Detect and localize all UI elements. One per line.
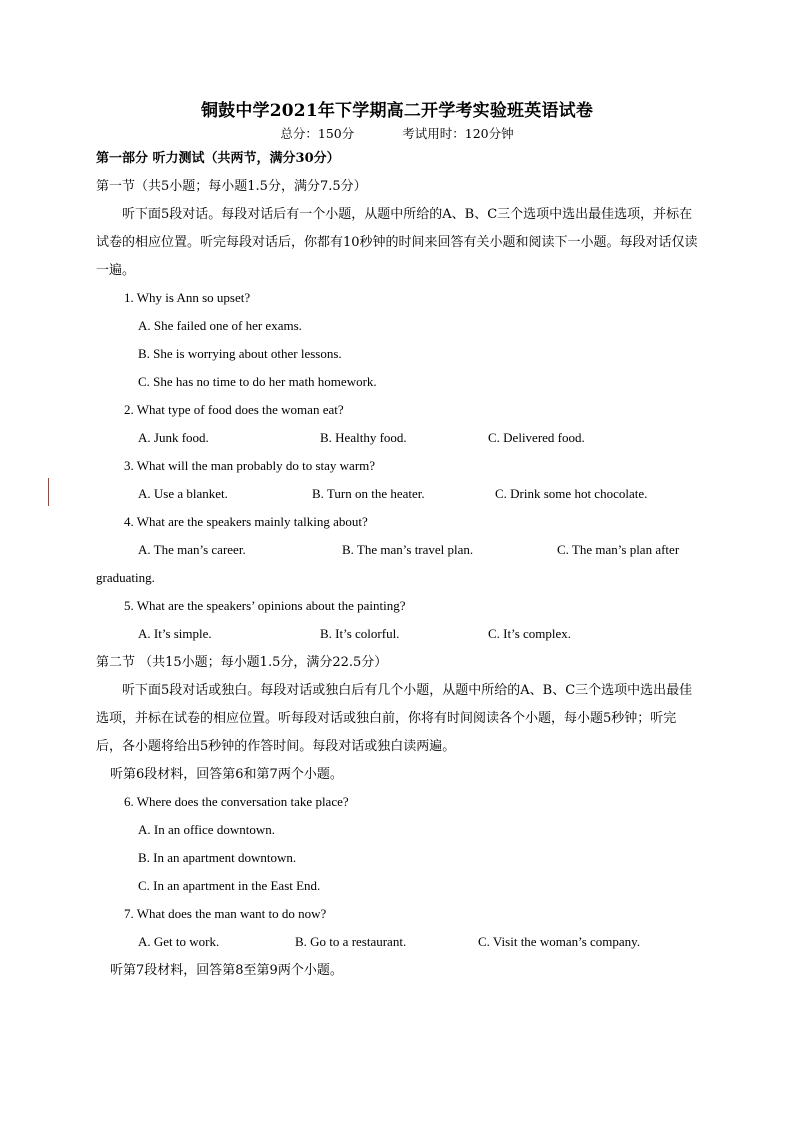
question-2-option-b: B. Healthy food. — [320, 430, 407, 445]
section1-heading: 第一节（共5小题；每小题1.5分，满分7.5分） — [96, 179, 367, 194]
question-4-option-b: B. The man’s travel plan. — [342, 542, 474, 557]
question-5-option-c: C. It’s complex. — [488, 626, 572, 641]
question-1-option-c: C. She has no time to do her math homework. — [138, 374, 377, 389]
time-limit: 考试用时：120分钟 — [402, 126, 514, 141]
question-5-option-b: B. It’s colorful. — [320, 626, 400, 641]
question-7-stem: 7. What does the man want to do now? — [124, 906, 327, 921]
section1-instructions: 听下面5段对话。每段对话后有一个小题，从题中所给的A、B、C三个选项中选出最佳选项，并标在试卷的相应位置。听完每段对话后，你都有10秒钟的时间来回答有关小题和阅读下一小题。每段对话仅读一遍。 — [96, 207, 698, 278]
question-1-option-a: A. She failed one of her exams. — [138, 318, 302, 333]
question-3-option-b: B. Turn on the heater. — [312, 486, 425, 501]
section2-instructions: 听下面5段对话或独白。每段对话或独白后有几个小题，从题中所给的A、B、C三个选项中选出最佳选项，并标在试卷的相应位置。听每段对话或独白前，你将有时间阅读各个小题，每小题5秒钟；听完后，各小题将给出5秒钟的作答时间。每段对话或独白读两遍。 — [96, 683, 693, 754]
question-7-option-a: A. Get to work. — [138, 934, 220, 949]
question-3-stem: 3. What will the man probably do to stay warm? — [124, 458, 376, 473]
question-4-stem: 4. What are the speakers mainly talking about? — [124, 514, 368, 529]
question-7-option-c: C. Visit the woman’s company. — [478, 934, 641, 949]
question-3-option-c: C. Drink some hot chocolate. — [495, 486, 648, 501]
question-5-option-a: A. It’s simple. — [138, 626, 212, 641]
material-7-note: 听第7段材料，回答第8至第9两个小题。 — [110, 963, 343, 978]
question-4-option-c-continued: graduating. — [96, 570, 155, 585]
question-7-option-b: B. Go to a restaurant. — [295, 934, 407, 949]
question-3-option-a: A. Use a blanket. — [138, 486, 228, 501]
question-6-option-b: B. In an apartment downtown. — [138, 850, 297, 865]
question-5-stem: 5. What are the speakers’ opinions about the painting? — [124, 598, 406, 613]
total-score: 总分：150分 — [280, 126, 355, 141]
question-2-option-c: C. Delivered food. — [488, 430, 585, 445]
question-6-stem: 6. Where does the conversation take place? — [124, 794, 349, 809]
question-6-option-c: C. In an apartment in the East End. — [138, 878, 321, 893]
question-6-option-a: A. In an office downtown. — [138, 822, 275, 837]
part1-heading: 第一部分 听力测试（共两节，满分30分） — [96, 151, 340, 166]
section2-heading: 第二节 （共15小题；每小题1.5分，满分22.5分） — [96, 655, 388, 670]
question-4-option-c: C. The man’s plan after — [557, 542, 680, 557]
exam-title: 铜鼓中学2021年下学期高二开学考实验班英语试卷 — [200, 101, 594, 121]
question-2-option-a: A. Junk food. — [138, 430, 209, 445]
question-4-option-a: A. The man’s career. — [138, 542, 246, 557]
material-6-note: 听第6段材料，回答第6和第7两个小题。 — [110, 767, 343, 782]
question-1-stem: 1. Why is Ann so upset? — [124, 290, 251, 305]
exam-meta — [0, 124, 794, 142]
question-2-stem: 2. What type of food does the woman eat? — [124, 402, 344, 417]
question-1-option-b: B. She is worrying about other lessons. — [138, 346, 342, 361]
margin-marker — [48, 478, 49, 506]
